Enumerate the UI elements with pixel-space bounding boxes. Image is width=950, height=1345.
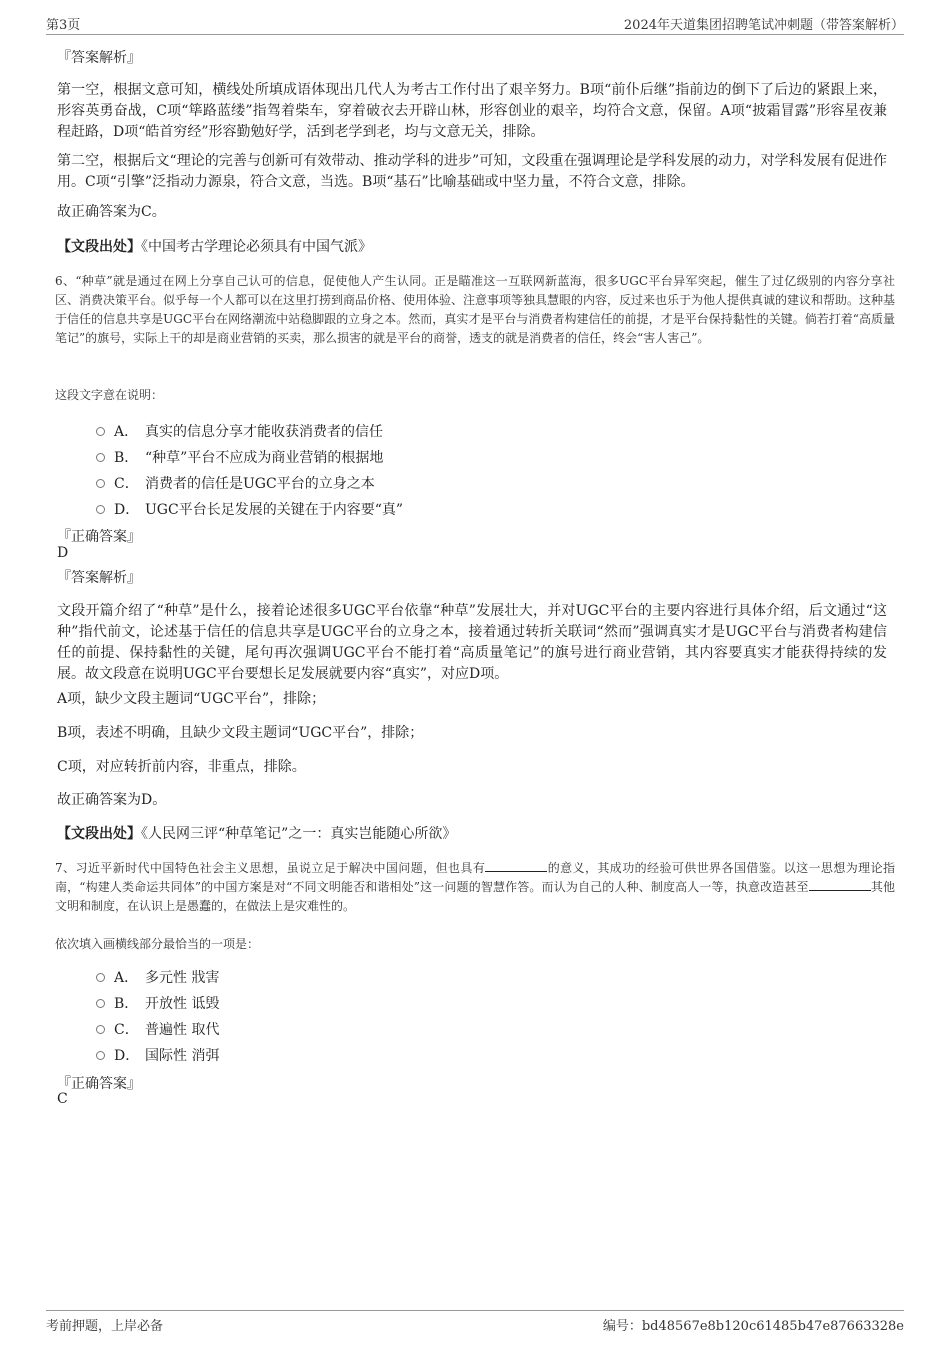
q7-answer-tag: 『正确答案』 [57,1076,141,1092]
q6-prompt: 这段文字意在说明： [55,388,164,402]
q6-answer: D [57,545,69,561]
q6-a-note: A项，缺少文段主题词“UGC平台”，排除； [57,691,326,707]
q5-conclusion: 故正确答案为C。 [57,204,166,220]
q7-option-d[interactable]: D． 国际性 消弭 [96,1042,219,1068]
q6-analysis-tag: 『答案解析』 [57,570,141,586]
fill-blank-1 [485,859,547,872]
q7-options [96,964,219,1068]
document-id: 编号：bd48567e8b120c61485b47e87663328e [602,1319,904,1334]
page-header [46,12,904,35]
q5-source [57,236,887,256]
radio-button[interactable] [96,973,105,982]
q7-stem: 7、习近平新时代中国特色社会主义思想，虽说立足于解决中国问题，但也具有 的意义，其成功的经验可供世界各国借鉴。以这一思想为理论指南，“构建人类命运共同体”的中国方案是对“不同文明能否和谐相处”这一问题的智慧作答。而认为自己的人种、制度高人一等，执意改造甚至 其他文明和制度，在认识上是愚蠢的，在做法上是灾难性的。 [55,861,895,913]
q6-option-b[interactable]: B． “种草”平台不应成为商业营销的根据地 [96,444,403,470]
q7-option-a[interactable]: A． 多元性 戕害 [96,964,219,990]
q5-analysis-para2: 第二空，根据后文“理论的完善与创新可有效带动、推动学科的进步”可知，文段重在强调理论是学科发展的动力，对学科发展有促进作用。C项“引擎”泛指动力源泉，符合文意，当选。B项“基石”比喻基础或中坚力量，不符合文意，排除。 [57,153,887,190]
q6-option-a[interactable]: A． 真实的信息分享才能收获消费者的信任 [96,418,403,444]
radio-button[interactable] [96,453,105,462]
radio-button[interactable] [96,505,105,514]
q5-analysis-tag: 『答案解析』 [57,50,141,66]
source-label: 【文段出处】 [57,239,141,255]
q6-option-c[interactable]: C． 消费者的信任是UGC平台的立身之本 [96,470,403,496]
q7-option-b[interactable]: B． 开放性 诋毁 [96,990,219,1016]
q6-conclusion: 故正确答案为D。 [57,792,167,808]
q6-stem: 6、“种草”就是通过在网上分享自己认可的信息，促使他人产生认同。正是瞄准这一互联网新蓝海，很多UGC平台异军突起，催生了过亿级别的内容分享社区、消费决策平台。似乎每一个人都可以在这里打捞到商品价格、使用体验、注意事项等独具慧眼的内容，反过来也乐于为他人提供真诚的建议和帮助。这种基于信任的信息共享是UGC平台在网络潮流中站稳脚跟的立身之本。然而，真实才是平台与消费者构建信任的前提，才是平台保持黏性的关键。倘若打着“高质量笔记”的旗号，实际上干的却是商业营销的买卖，那么损害的就是平台的商誉，透支的就是消费者的信任，终会“害人害己”。 [55,274,896,345]
source-label: 【文段出处】 [57,826,141,842]
document-title: 2024年天道集团招聘笔试冲刺题（带答案解析） [623,18,904,33]
radio-button[interactable] [96,479,105,488]
q5-analysis-para1: 第一空，根据文意可知，横线处所填成语体现出几代人为考古工作付出了艰辛努力。B项“前仆后继”指前边的倒下了后边的紧跟上来，形容英勇奋战，C项“筚路蓝缕”指驾着柴车，穿着破衣去开辟山林，形容创业的艰辛，均符合文意，保留。A项“披霜冒露”形容星夜兼程赶路，D项“皓首穷经”形容勤勉好学，活到老学到老，均与文意无关，排除。 [57,82,887,140]
source-title: 《中国考古学理论必须具有中国气派》 [141,239,372,255]
radio-button[interactable] [96,1025,105,1034]
q6-answer-tag: 『正确答案』 [57,529,141,545]
q6-options [96,418,403,522]
page-number: 第3页 [46,18,81,33]
fill-blank-2 [809,878,871,891]
page-footer [46,1310,904,1335]
q6-analysis: 文段开篇介绍了“种草”是什么，接着论述很多UGC平台依靠“种草”发展壮大，并对UGC平台的主要内容进行具体介绍，后文通过“这种”指代前文，论述基于信任的信息共享是UGC平台的立身之本，接着通过转折关联词“然而”强调真实才是UGC平台与消费者构建信任的前提、保持黏性的关键，尾句再次强调UGC平台不能打着“高质量笔记”的旗号进行商业营销，其内容要真实才能获得持续的发展。故文段意在说明UGC平台要想长足发展就要内容“真实”，对应D项。 [57,603,887,682]
q6-c-note: C项，对应转折前内容，非重点，排除。 [57,759,306,775]
q6-source [57,823,887,843]
footer-slogan: 考前押题，上岸必备 [46,1319,164,1334]
q7-prompt: 依次填入画横线部分最恰当的一项是： [55,937,260,951]
radio-button[interactable] [96,1051,105,1060]
q7-answer: C [57,1091,68,1107]
q6-b-note: B项，表述不明确，且缺少文段主题词“UGC平台”，排除； [57,725,424,741]
radio-button[interactable] [96,999,105,1008]
q6-option-d[interactable]: D． UGC平台长足发展的关键在于内容要“真” [96,496,403,522]
source-title: 《人民网三评“种草笔记”之一：真实岂能随心所欲》 [141,826,457,842]
q7-option-c[interactable]: C． 普遍性 取代 [96,1016,219,1042]
radio-button[interactable] [96,427,105,436]
